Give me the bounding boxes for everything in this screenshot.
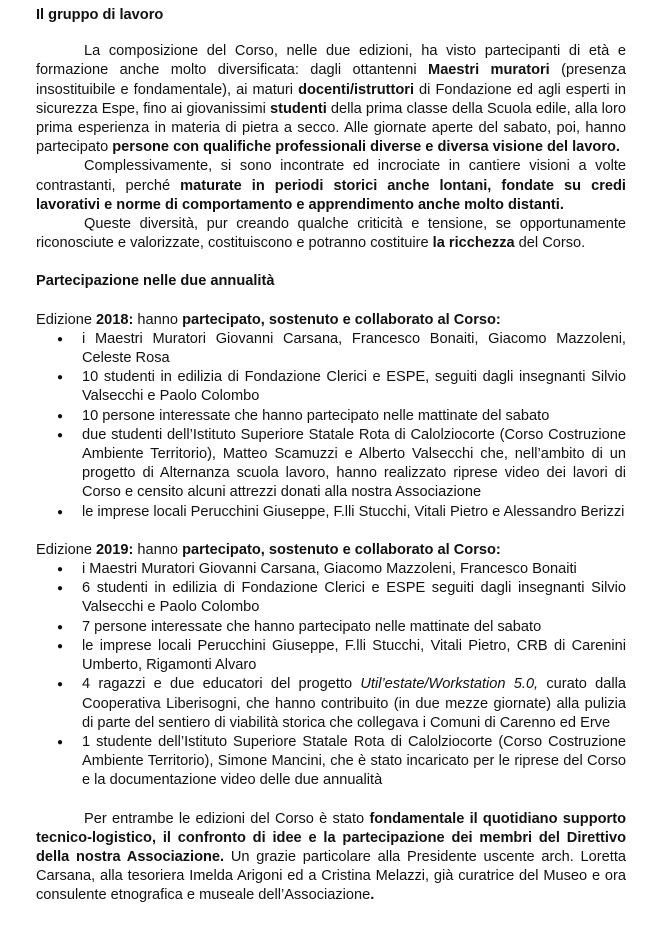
text-run: Queste diversità, pur creando qualche criticità e tensione, se opportunamente riconosciute e valorizzate, costituiscono e potranno costituire [36, 216, 626, 252]
text-run: 10 persone interessate che hanno partecipato nelle mattinate del sabato [82, 407, 550, 424]
edition-2018-list [36, 330, 626, 522]
bold-text-run: 2019: [96, 541, 134, 558]
bold-text-run: studenti [270, 100, 327, 117]
list-item [36, 407, 626, 426]
bold-text-run: partecipato, sostenuto e collaborato al Corso: [182, 311, 501, 328]
text-run: di Fondazione ed agli esperti in sicurezza Espe, fino ai giovanissimi [36, 81, 626, 117]
italic-text-run: Util’estate/Workstation 5.0, [360, 676, 539, 693]
paragraph-closing-thanks [36, 810, 626, 906]
list-item [36, 368, 626, 406]
text-run: hanno [133, 311, 183, 328]
paragraph-diversity [36, 215, 626, 253]
list-item [36, 618, 626, 637]
edition-2019-list [36, 560, 626, 790]
list-item [36, 503, 626, 522]
text-run: 1 studente dell’Istituto Superiore Statale Rota di Calolziocorte (Corso Costruzione Ambiente Territorio), Simone Mancini, che è stato incaricato per le riprese del Corso e la documentazione video delle due annualità [82, 733, 626, 789]
section-title-participation: Partecipazione nelle due annualità [36, 273, 275, 290]
text-run: i Maestri Muratori Giovanni Carsana, Giacomo Mazzoleni, Francesco Bonaiti [82, 561, 577, 578]
bold-text-run: partecipato, sostenuto e collaborato al Corso: [182, 541, 501, 558]
edition-2018-intro [36, 311, 626, 330]
text-run: hanno [133, 541, 183, 558]
text-run: Un grazie particolare alla Presidente uscente arch. Loretta Carsana, alla tesoriera Imelda Arigoni ed a Cristina Melazzi, già curatrice del Museo e ora consulente etnografica e museale dell’Associazione [36, 848, 626, 904]
list-item [36, 675, 626, 733]
text-run: i Maestri Muratori Giovanni Carsana, Francesco Bonaiti, Giacomo Mazzoleni, Celeste Rosa [82, 330, 626, 367]
section-title-working-group: Il gruppo di lavoro [36, 7, 164, 23]
text-run: le imprese locali Perucchini Giuseppe, F.lli Stucchi, Vitali Pietro, CRB di Carenini Umberto, Rigamonti Alvaro [82, 637, 626, 674]
text-run: La composizione del Corso, nelle due edizioni, ha visto partecipanti di età e formazione anche molto diversificata: dagli ottantenni [36, 43, 626, 79]
list-item [36, 560, 626, 579]
text-run: Edizione [36, 541, 97, 558]
bold-text-run: 2018: [96, 311, 134, 328]
paragraph-visions [36, 157, 626, 215]
list-item [36, 330, 626, 368]
text-run: Per entrambe le edizioni del Corso è stato [84, 810, 370, 827]
bold-text-run: fondamentale il quotidiano supporto tecnico-logistico, il confronto di idee e la partecipazione dei membri del Direttivo della nostra Associazione. [36, 810, 626, 865]
text-run: (presenza insostituibile e fondamentale), ai maturi [36, 62, 627, 98]
text-run: le imprese locali Perucchini Giuseppe, F.lli Stucchi, Vitali Pietro e Alessandro Berizzi [82, 503, 625, 520]
list-item [36, 426, 626, 503]
edition-2019-intro [36, 541, 626, 560]
text-run: Edizione [36, 311, 97, 328]
bold-text-run: . [370, 887, 375, 904]
bold-text-run: Maestri muratori [428, 62, 550, 79]
paragraph-composition [36, 42, 626, 157]
text-run: 4 ragazzi e due educatori del progetto [82, 676, 361, 693]
text-run: del Corso. [514, 235, 586, 252]
list-item [36, 637, 626, 675]
text-run: 6 studenti in edilizia di Fondazione Clerici e ESPE seguiti dagli insegnanti Silvio Valsecchi e Paolo Colombo [82, 580, 626, 616]
text-run: Complessivamente, si sono incontrate ed incrociate in cantiere visioni a volte contrastanti, perché [36, 158, 626, 194]
text-run: della prima classe della Scuola edile, alla loro prima esperienza in materia di pietra a secco. Alle giornate aperte del sabato, poi, hanno partecipato [36, 100, 626, 156]
bold-text-run: persone con qualifiche professionali diverse e diversa visione del lavoro. [112, 139, 620, 156]
list-item [36, 579, 626, 617]
bold-text-run: maturate in periodi storici anche lontani, fondate su credi lavorativi e norme di comportamento e apprendimento anche molto distanti. [36, 177, 626, 213]
document-page [36, 6, 626, 906]
text-run: 7 persone interessate che hanno partecipato nelle mattinate del sabato [82, 618, 542, 635]
bold-text-run: docenti/istruttori [298, 81, 415, 98]
text-run: curato dalla Cooperativa Liberisogni, che hanno contribuito (in due mezze giornate) alla pulizia di parte del sentiero di viabilità storica che collegava i Comuni di Carenno ed Erve [82, 676, 626, 731]
list-item [36, 733, 626, 791]
bold-text-run: la ricchezza [432, 235, 515, 252]
text-run: 10 studenti in edilizia di Fondazione Clerici e ESPE, seguiti dagli insegnanti Silvio Valsecchi e Paolo Colombo [82, 369, 626, 405]
text-run: due studenti dell’Istituto Superiore Statale Rota di Calolziocorte (Corso Costruzione Ambiente Territorio), Matteo Scamuzzi e Alberto Valsecchi che, nell’ambito di un progetto di Alternanza scuola lavoro, hanno realizzato riprese video dei lavori di Corso e censito alcuni attrezzi donati alla nostra Associazione [82, 426, 626, 501]
